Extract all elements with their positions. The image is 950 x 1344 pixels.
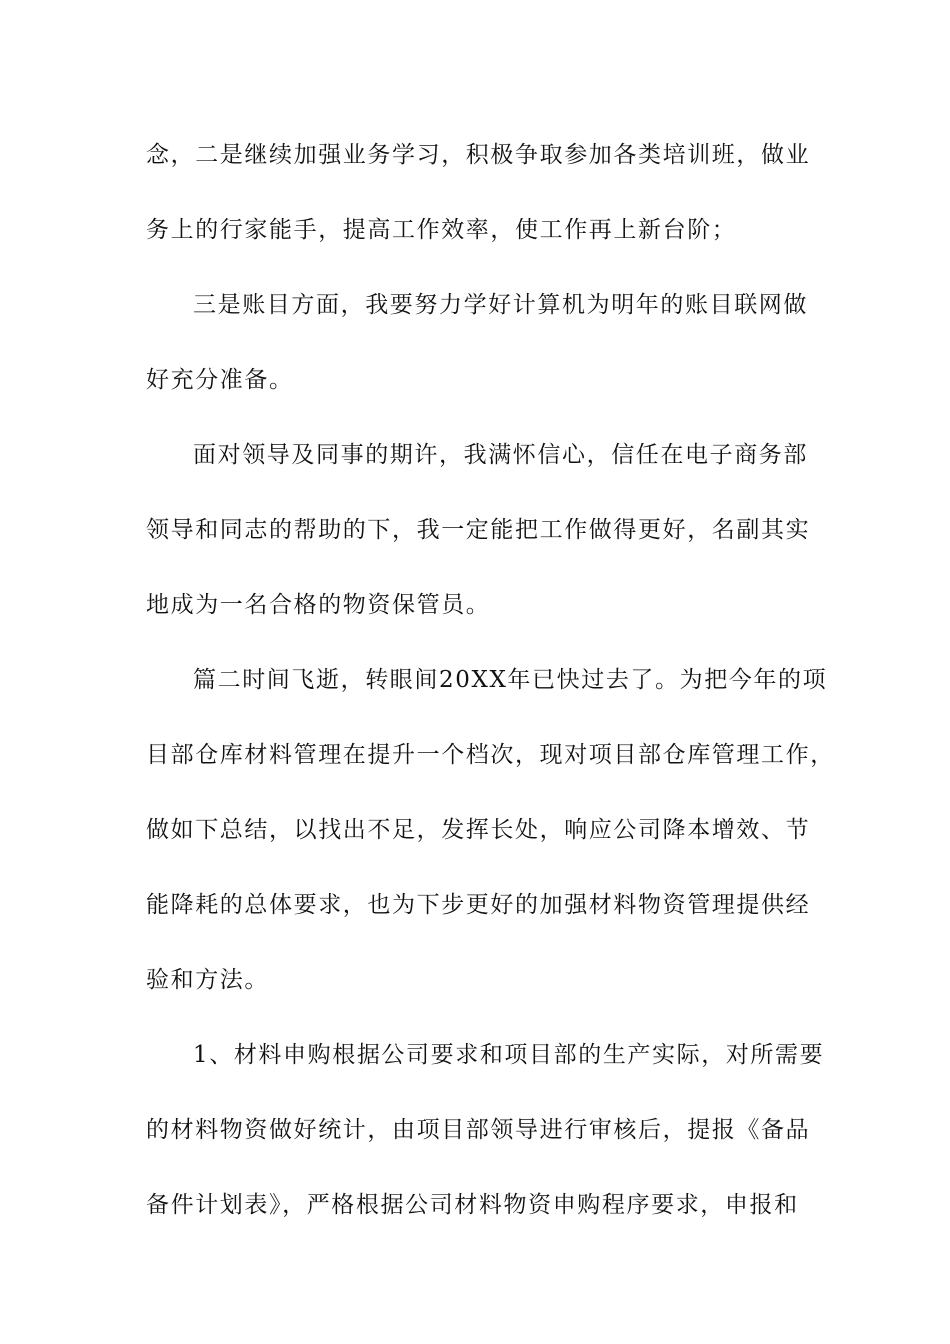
paragraph-start-line: 1、材料申购根据公司要求和项目部的生产实际，对所需要: [193, 1042, 825, 1068]
paragraph-start-line: 三是账目方面，我要努力学好计算机为明年的账目联网做: [193, 292, 808, 318]
paragraph-start-line: 篇二时间飞逝，转眼间20XX年已快过去了。为把今年的项: [193, 667, 828, 693]
text-line: 的材料物资做好统计，由项目部领导进行审核后，提报《备品: [146, 1117, 811, 1143]
paragraph-start-line: 面对领导及同事的期许，我满怀信心，信任在电子商务部: [193, 442, 808, 468]
text-line: 领导和同志的帮助的下，我一定能把工作做得更好，名副其实: [146, 517, 811, 543]
text-line: 好充分准备。: [146, 367, 294, 393]
text-line: 务上的行家能手，提高工作效率，使工作再上新台阶；: [146, 217, 737, 243]
document-body: [146, 131, 835, 1256]
text-line: 地成为一名合格的物资保管员。: [146, 592, 491, 618]
text-line: 做如下总结，以找出不足，发挥长处，响应公司降本增效、节: [146, 817, 811, 843]
text-line: 念，二是继续加强业务学习，积极争取参加各类培训班，做业: [146, 142, 811, 168]
text-line: 目部仓库材料管理在提升一个档次，现对项目部仓库管理工作，: [146, 742, 835, 768]
text-line: 验和方法。: [146, 967, 269, 993]
text-line: 能降耗的总体要求，也为下步更好的加强材料物资管理提供经: [146, 892, 811, 918]
text-line: 备件计划表》，严格根据公司材料物资申购程序要求，申报和: [146, 1192, 799, 1218]
